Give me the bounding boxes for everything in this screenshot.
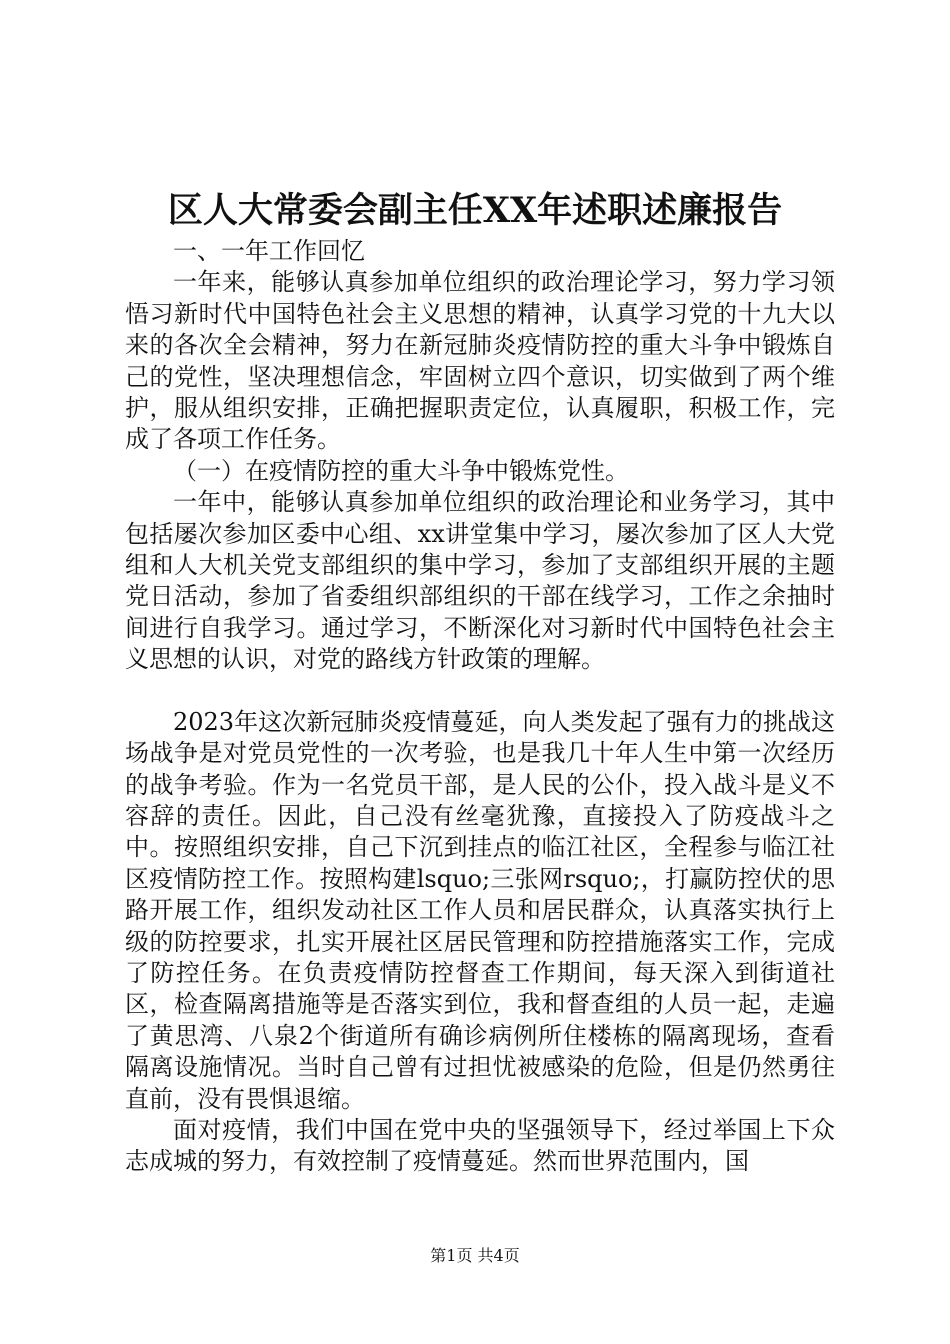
document-body	[125, 236, 835, 1178]
subsection-heading: （一）在疫情防控的重大斗争中锻炼党性。	[173, 456, 629, 485]
page-number-footer: 第1页 共4页	[430, 1246, 520, 1265]
document-title: 区人大常委会副主任XX年述职述廉报告	[167, 190, 783, 231]
paragraph: 一年中，能够认真参加单位组织的政治理论和业务学习，其中包括屡次参加区委中心组、xx讲堂集中学习，屡次参加了区人大党组和人大机关党支部组织的集中学习，参加了支部组织开展的主题党日活动，参加了省委组织部组织的干部在线学习，工作之余抽时间进行自我学习。通过学习，不断深化对习新时代中国特色社会主义思想的认识，对党的路线方针政策的理解。	[125, 488, 835, 674]
paragraph: 2023年这次新冠肺炎疫情蔓延，向人类发起了强有力的挑战这场战争是对党员党性的一次考验，也是我几十年人生中第一次经历的战争考验。作为一名党员干部，是人民的公仆，投入战斗是义不容辞的责任。因此，自己没有丝毫犹豫，直接投入了防疫战斗之中。按照组织安排，自己下沉到挂点的临江社区，全程参与临江社区疫情防控工作。按照构建lsquo;三张网rsquo;，打赢防控伏的思路开展工作，组织发动社区工作人员和居民群众，认真落实执行上级的防控要求，扎实开展社区居民管理和防控措施落实工作，完成了防控任务。在负责疫情防控督查工作期间，每天深入到街道社区，检查隔离措施等是否落实到位，我和督查组的人员一起，走遍了黄思湾、八泉2个街道所有确诊病例所住楼栋的隔离现场，查看隔离设施情况。当时自己曾有过担忧被感染的危险，但是仍然勇往直前，没有畏惧退缩。	[125, 707, 835, 1113]
section-heading: 一、一年工作回忆	[173, 237, 365, 265]
paragraph: 面对疫情，我们中国在党中央的坚强领导下，经过举国上下众志成城的努力，有效控制了疫情蔓延。然而世界范围内，国	[125, 1115, 835, 1176]
paragraph: 一年来，能够认真参加单位组织的政治理论学习，努力学习领悟习新时代中国特色社会主义思想的精神，认真学习党的十九大以来的各次全会精神，努力在新冠肺炎疫情防控的重大斗争中锻炼自己的党性，坚决理想信念，牢固树立四个意识，切实做到了两个维护，服从组织安排，正确把握职责定位，认真履职，积极工作，完成了各项工作任务。	[125, 268, 835, 454]
